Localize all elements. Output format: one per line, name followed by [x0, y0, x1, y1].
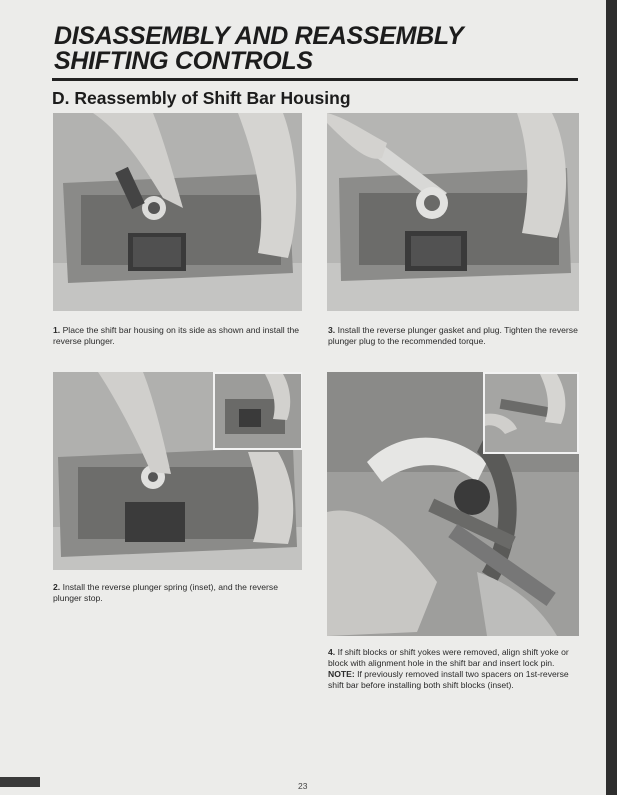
caption-step-3 — [328, 325, 580, 347]
photo-step-4-inset — [483, 372, 579, 454]
page-edge-shadow — [606, 0, 617, 795]
step-1-number: 1. — [53, 325, 61, 335]
caption-step-2 — [53, 582, 303, 604]
step-2-number: 2. — [53, 582, 61, 592]
note-text: If previously removed install two spacers on 1st-reverse shift bar before installing both shift blocks (inset). — [328, 669, 569, 690]
step-3-number: 3. — [328, 325, 336, 335]
caption-step-1 — [53, 325, 303, 347]
photo-step-2-inset — [213, 372, 302, 450]
step-4-number: 4. — [328, 647, 336, 657]
photo-step-1 — [53, 113, 302, 311]
photo-step-3 — [327, 113, 579, 311]
page-number: 23 — [298, 781, 308, 791]
binding-mark — [0, 777, 40, 787]
title-line-2: SHIFTING CONTROLS — [54, 47, 313, 75]
step-2-text: Install the reverse plunger spring (inset), and the reverse plunger stop. — [53, 582, 278, 603]
step-3-text: Install the reverse plunger gasket and plug. Tighten the reverse plunger plug to the recommended torque. — [328, 325, 578, 346]
note-label: NOTE: — [328, 669, 355, 679]
page-title — [54, 24, 574, 74]
photo-step-2 — [53, 372, 302, 570]
title-rule — [52, 78, 578, 81]
step-4-text: If shift blocks or shift yokes were removed, align shift yoke or block with alignment hole in the shift bar and insert lock pin. — [328, 647, 569, 668]
caption-step-4 — [328, 647, 580, 691]
title-line-1: DISASSEMBLY AND REASSEMBLY — [54, 22, 464, 50]
step-1-text: Place the shift bar housing on its side as shown and install the reverse plunger. — [53, 325, 300, 346]
section-title: D. Reassembly of Shift Bar Housing — [52, 88, 351, 108]
photo-step-4 — [327, 372, 579, 636]
